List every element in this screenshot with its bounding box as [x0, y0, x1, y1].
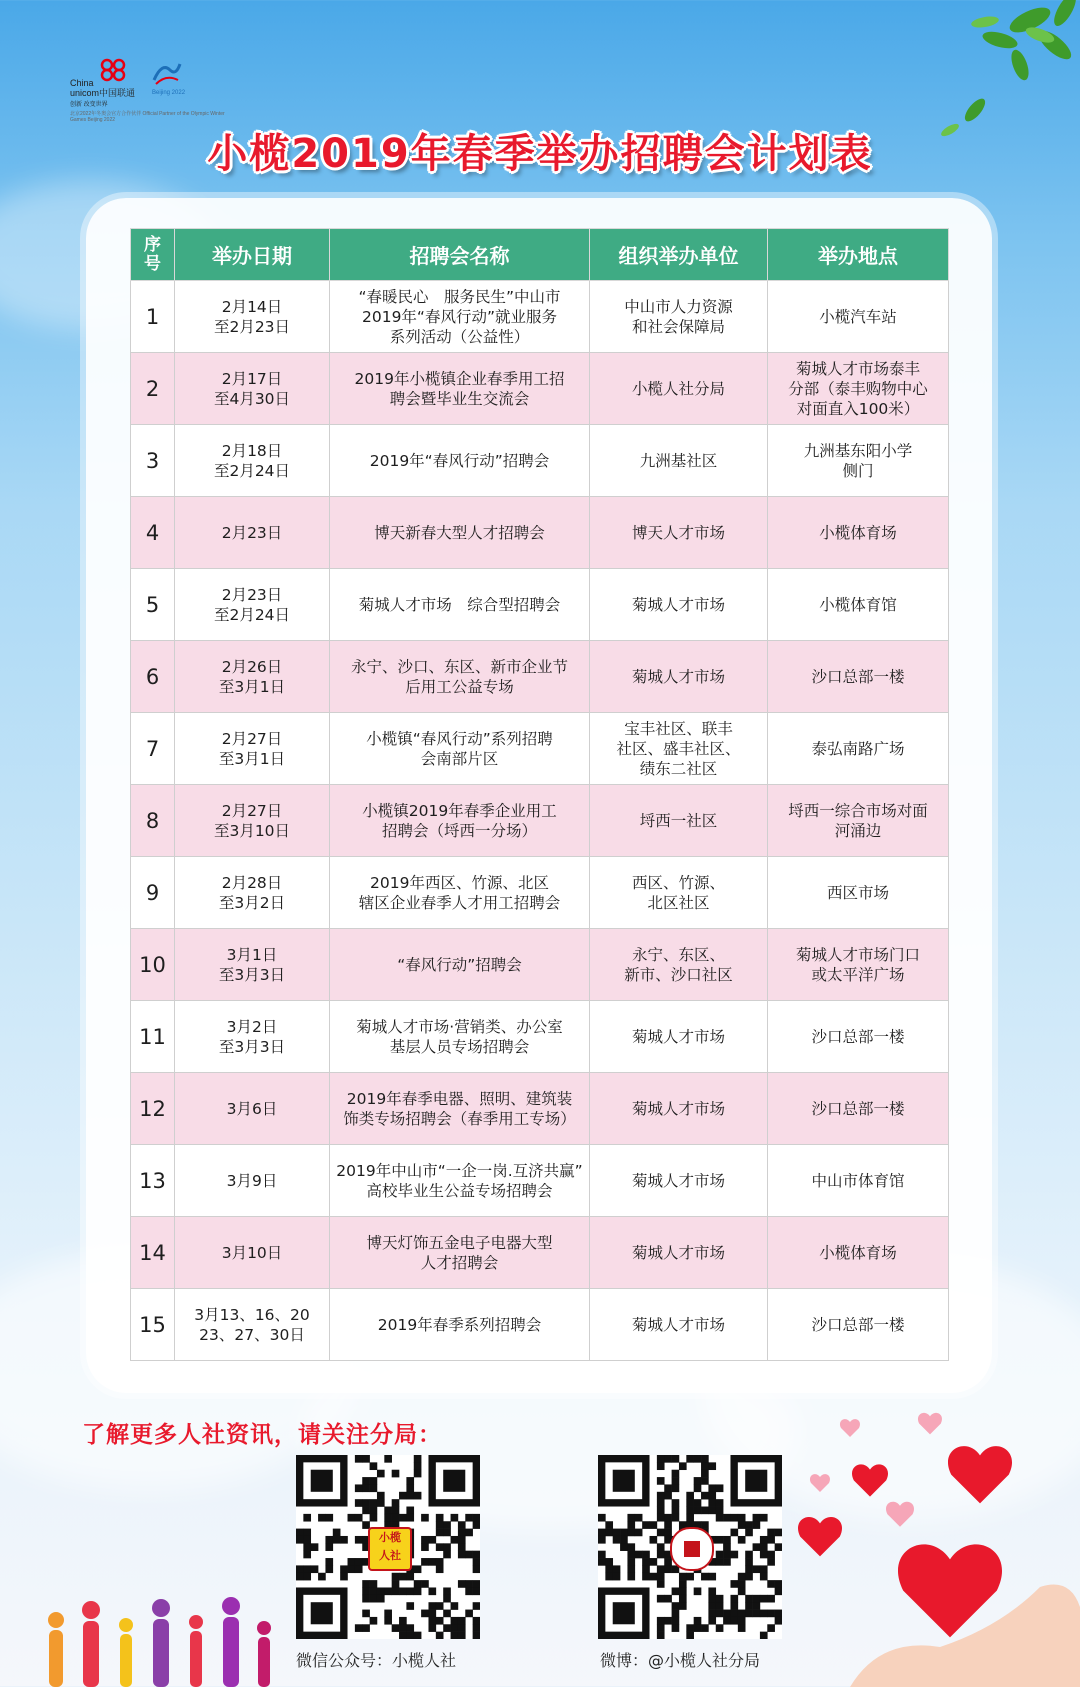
row-organizer-cell: 埒西一社区	[590, 785, 768, 857]
row-no-cell: 10	[131, 929, 175, 1001]
row-name-cell: 小榄镇“春风行动”系列招聘 会南部片区	[330, 713, 590, 785]
row-date-cell: 3月13、16、20 23、27、30日	[175, 1289, 330, 1361]
table-row	[131, 1289, 949, 1361]
row-organizer-cell: 菊城人才市场	[590, 569, 768, 641]
row-no-cell: 1	[131, 281, 175, 353]
row-date-cell: 3月2日 至3月3日	[175, 1001, 330, 1073]
job-fair-schedule-table	[130, 228, 949, 1361]
row-name-cell: 2019年春季系列招聘会	[330, 1289, 590, 1361]
header-name: 招聘会名称	[330, 229, 590, 281]
table-row	[131, 569, 949, 641]
row-date-cell: 2月18日 至2月24日	[175, 425, 330, 497]
row-organizer-cell: 菊城人才市场	[590, 1289, 768, 1361]
row-date-cell: 2月23日 至2月24日	[175, 569, 330, 641]
weibo-qr-code[interactable]	[598, 1455, 782, 1639]
row-no-cell: 8	[131, 785, 175, 857]
header-date: 举办日期	[175, 229, 330, 281]
row-organizer-cell: 永宁、东区、 新市、沙口社区	[590, 929, 768, 1001]
row-name-cell: 2019年西区、竹源、北区 辖区企业春季人才用工招聘会	[330, 857, 590, 929]
header-location: 举办地点	[768, 229, 949, 281]
table-row	[131, 929, 949, 1001]
row-date-cell: 2月17日 至4月30日	[175, 353, 330, 425]
row-no-cell: 7	[131, 713, 175, 785]
beijing-2022-emblem-icon	[150, 58, 184, 88]
wechat-qr-code[interactable]	[296, 1455, 480, 1639]
table-row	[131, 1073, 949, 1145]
row-name-cell: 博天灯饰五金电子电器大型 人才招聘会	[330, 1217, 590, 1289]
row-name-cell: 2019年春季电器、照明、建筑装 饰类专场招聘会（春季用工专场）	[330, 1073, 590, 1145]
row-organizer-cell: 菊城人才市场	[590, 1073, 768, 1145]
row-organizer-cell: 菊城人才市场	[590, 1001, 768, 1073]
row-name-cell: 2019年“春风行动”招聘会	[330, 425, 590, 497]
table-row	[131, 353, 949, 425]
row-location-cell: 沙口总部一楼	[768, 1001, 949, 1073]
row-organizer-cell: 九洲基社区	[590, 425, 768, 497]
row-location-cell: 中山市体育馆	[768, 1145, 949, 1217]
header-no: 序 号	[131, 229, 175, 281]
china-unicom-logo	[70, 58, 225, 128]
row-organizer-cell: 菊城人才市场	[590, 1145, 768, 1217]
brand-slogan: 创新 改变世界	[70, 102, 108, 108]
row-location-cell: 沙口总部一楼	[768, 641, 949, 713]
row-date-cell: 3月1日 至3月3日	[175, 929, 330, 1001]
row-name-cell: 小榄镇2019年春季企业用工 招聘会（埒西一分场）	[330, 785, 590, 857]
row-organizer-cell: 小榄人社分局	[590, 353, 768, 425]
row-name-cell: 永宁、沙口、东区、新市企业节 后用工公益专场	[330, 641, 590, 713]
row-date-cell: 2月23日	[175, 497, 330, 569]
row-no-cell: 3	[131, 425, 175, 497]
table-row	[131, 713, 949, 785]
row-date-cell: 2月27日 至3月1日	[175, 713, 330, 785]
row-location-cell: 小榄体育馆	[768, 569, 949, 641]
table-row	[131, 497, 949, 569]
row-location-cell: 泰弘南路广场	[768, 713, 949, 785]
brand-line1: China	[70, 78, 94, 88]
row-name-cell: “春风行动”招聘会	[330, 929, 590, 1001]
row-name-cell: 2019年小榄镇企业春季用工招 聘会暨毕业生交流会	[330, 353, 590, 425]
row-no-cell: 9	[131, 857, 175, 929]
row-location-cell: 沙口总部一楼	[768, 1289, 949, 1361]
row-location-cell: 西区市场	[768, 857, 949, 929]
weibo-caption: 微博：@小榄人社分局	[600, 1651, 761, 1670]
row-date-cell: 2月14日 至2月23日	[175, 281, 330, 353]
row-name-cell: “春暖民心 服务民生”中山市 2019年“春风行动”就业服务 系列活动（公益性）	[330, 281, 590, 353]
row-location-cell: 九洲基东阳小学 侧门	[768, 425, 949, 497]
row-name-cell: 博天新春大型人才招聘会	[330, 497, 590, 569]
table-row	[131, 857, 949, 929]
row-no-cell: 5	[131, 569, 175, 641]
row-no-cell: 4	[131, 497, 175, 569]
row-no-cell: 12	[131, 1073, 175, 1145]
table-row	[131, 281, 949, 353]
row-location-cell: 小榄体育场	[768, 1217, 949, 1289]
table-row	[131, 641, 949, 713]
table-row	[131, 1145, 949, 1217]
row-organizer-cell: 菊城人才市场	[590, 1217, 768, 1289]
page-title: 小榄2019年春季举办招聘会计划表	[207, 131, 873, 177]
row-date-cell: 3月9日	[175, 1145, 330, 1217]
unicom-brand-text	[70, 78, 135, 110]
row-no-cell: 15	[131, 1289, 175, 1361]
partner-text: 北京2022年冬奥会官方合作伙伴 Official Partner of the Olympic Winter Games Beijing 2022	[70, 111, 225, 123]
header-organizer: 组织举办单位	[590, 229, 768, 281]
row-name-cell: 2019年中山市“一企一岗.互济共赢” 高校毕业生公益专场招聘会	[330, 1145, 590, 1217]
row-no-cell: 11	[131, 1001, 175, 1073]
weibo-qr-logo	[670, 1527, 714, 1571]
row-location-cell: 菊城人才市场泰丰 分部（泰丰购物中心 对面直入100米）	[768, 353, 949, 425]
row-no-cell: 6	[131, 641, 175, 713]
row-date-cell: 3月10日	[175, 1217, 330, 1289]
row-no-cell: 13	[131, 1145, 175, 1217]
row-organizer-cell: 西区、竹源、 北区社区	[590, 857, 768, 929]
row-location-cell: 埒西一综合市场对面 河涌边	[768, 785, 949, 857]
games-text: Beijing 2022	[152, 90, 186, 96]
wechat-qr-logo: 小榄 人社	[368, 1527, 412, 1571]
row-no-cell: 14	[131, 1217, 175, 1289]
row-location-cell: 小榄体育场	[768, 497, 949, 569]
row-organizer-cell: 中山市人力资源 和社会保障局	[590, 281, 768, 353]
row-name-cell: 菊城人才市场·营销类、办公室 基层人员专场招聘会	[330, 1001, 590, 1073]
row-location-cell: 沙口总部一楼	[768, 1073, 949, 1145]
hand-decoration	[820, 1567, 1080, 1687]
row-no-cell: 2	[131, 353, 175, 425]
row-organizer-cell: 博天人才市场	[590, 497, 768, 569]
table-row	[131, 1217, 949, 1289]
row-organizer-cell: 菊城人才市场	[590, 641, 768, 713]
row-date-cell: 3月6日	[175, 1073, 330, 1145]
leaves-decoration	[880, 0, 1080, 140]
row-date-cell: 2月27日 至3月10日	[175, 785, 330, 857]
row-name-cell: 菊城人才市场 综合型招聘会	[330, 569, 590, 641]
row-organizer-cell: 宝丰社区、联丰 社区、盛丰社区、 绩东二社区	[590, 713, 768, 785]
follow-heading: 了解更多人社资讯，请关注分局：	[82, 1422, 442, 1448]
wechat-caption: 微信公众号：小榄人社	[296, 1651, 457, 1670]
brand-line2: unicom中国联通	[70, 88, 136, 98]
row-location-cell: 小榄汽车站	[768, 281, 949, 353]
table-header-row	[131, 229, 949, 281]
table-row	[131, 1001, 949, 1073]
row-location-cell: 菊城人才市场门口 或太平洋广场	[768, 929, 949, 1001]
row-date-cell: 2月26日 至3月1日	[175, 641, 330, 713]
table-row	[131, 425, 949, 497]
family-silhouette-icon	[36, 1580, 286, 1687]
table-row	[131, 785, 949, 857]
row-date-cell: 2月28日 至3月2日	[175, 857, 330, 929]
